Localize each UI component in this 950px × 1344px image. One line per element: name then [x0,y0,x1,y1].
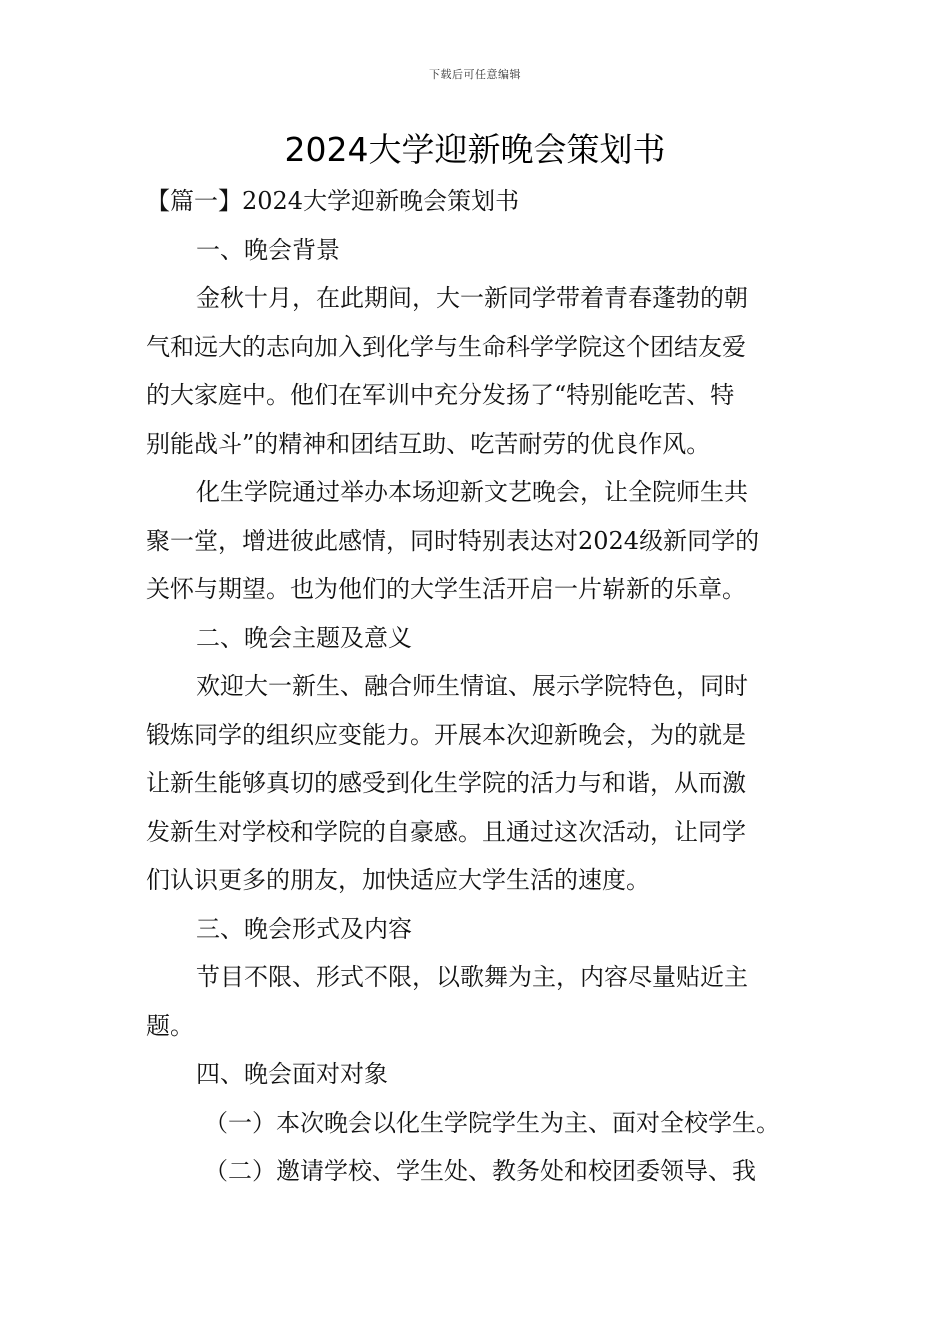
list-item: （一）本次晚会以化生学院学生为主、面对全校学生。 [204,1108,780,1137]
document-body [146,177,808,1196]
section-heading: 二、晚会主题及意义 [196,623,412,652]
section-heading: 一、晚会背景 [196,235,340,264]
header-note: 下载后可任意编辑 [429,68,521,81]
paragraph-line: 别能战斗”的精神和团结互助、吃苦耐劳的优良作风。 [146,429,711,458]
paragraph-line: 节目不限、形式不限，以歌舞为主，内容尽量贴近主 [196,963,748,991]
paragraph-line: 化生学院通过举办本场迎新文艺晚会，让全院师生共 [196,478,748,506]
paragraph-line: 关怀与期望。也为他们的大学生活开启一片崭新的乐章。 [146,575,746,603]
paragraph-line: 聚一堂，增进彼此感情，同时特别表达对2024级新同学的 [146,526,760,555]
paragraph-line: 题。 [146,1011,194,1040]
section-heading-part1: 【篇一】2024大学迎新晚会策划书 [146,187,520,215]
paragraph-line: 欢迎大一新生、融合师生情谊、展示学院特色，同时 [196,672,748,700]
document-title: 2024大学迎新晚会策划书 [284,130,666,169]
section-heading: 四、晚会面对对象 [196,1060,388,1088]
paragraph-line: 气和远大的志向加入到化学与生命科学学院这个团结友爱 [146,332,746,361]
paragraph-line: 们认识更多的朋友，加快适应大学生活的速度。 [146,866,650,894]
list-item: （二）邀请学校、学生处、教务处和校团委领导、我 [204,1157,756,1185]
paragraph-line: 金秋十月，在此期间，大一新同学带着青春蓬勃的朝 [196,284,748,312]
paragraph-line: 锻炼同学的组织应变能力。开展本次迎新晚会，为的就是 [146,720,746,749]
section-heading: 三、晚会形式及内容 [196,914,412,943]
paragraph-line: 的大家庭中。他们在军训中充分发扬了“特别能吃苦、特 [146,381,735,409]
paragraph-line: 发新生对学校和学院的自豪感。且通过这次活动，让同学 [146,817,746,846]
paragraph-line: 让新生能够真切的感受到化生学院的活力与和谐，从而激 [146,769,746,797]
